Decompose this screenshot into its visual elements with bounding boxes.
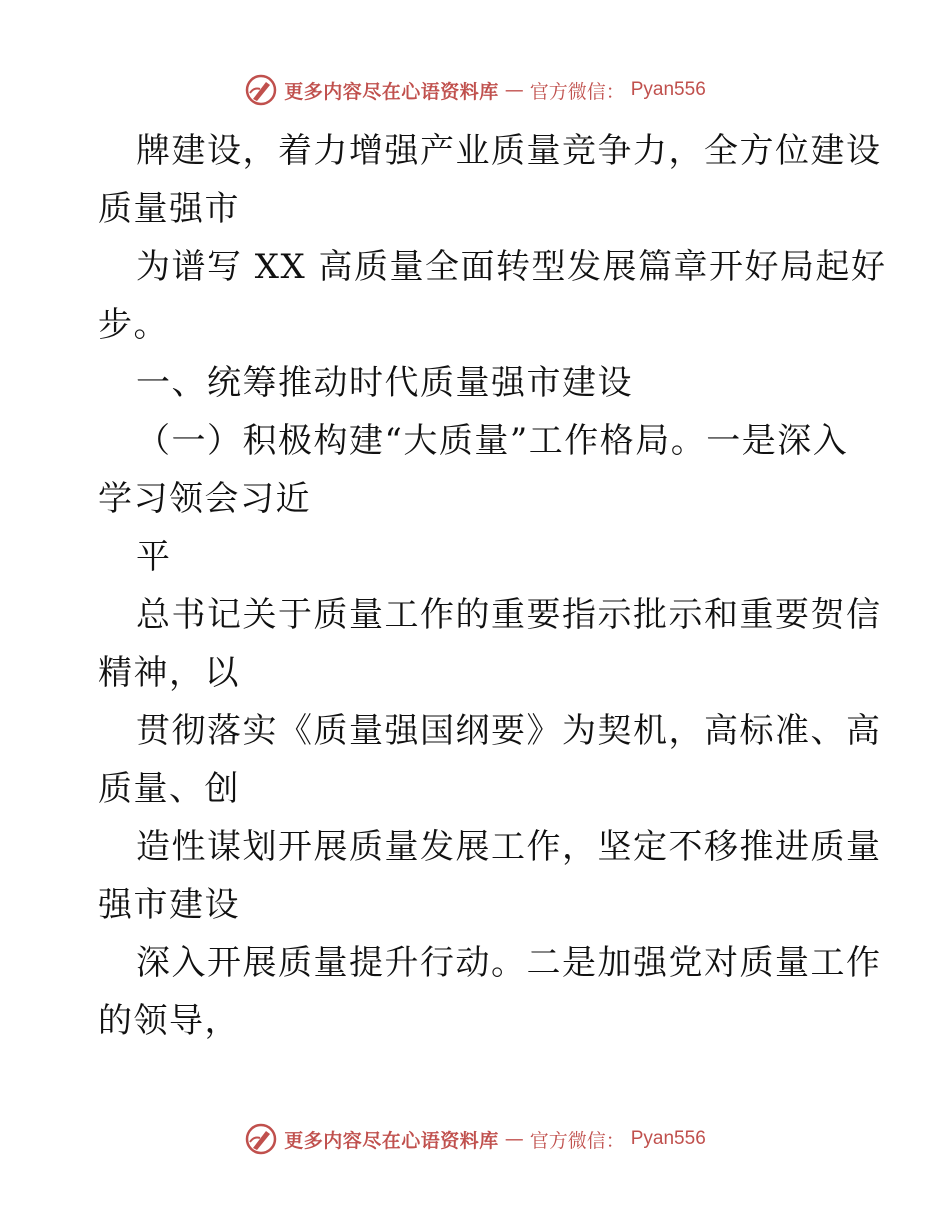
text-line: 贯彻落实《质量强国纲要》为契机，高标准、高	[136, 711, 882, 751]
quill-pen-seal-icon	[244, 1122, 278, 1156]
text-line: 总书记关于质量工作的重要指示批示和重要贺信	[136, 595, 882, 635]
header-watermark	[0, 70, 950, 110]
text-line: 质量、创	[98, 769, 240, 809]
footer-watermark	[0, 1119, 950, 1159]
watermark-label: 官方微信：	[529, 1129, 625, 1152]
section-heading: 一、统筹推动时代质量强市建设	[136, 363, 633, 403]
watermark-title: 更多内容尽在心语资料库	[284, 80, 499, 103]
text-line: 牌建设，着力增强产业质量竞争力，全方位建设	[136, 131, 882, 171]
text-line: 步。	[98, 305, 169, 345]
watermark-id: Pyan556	[630, 79, 706, 100]
quill-pen-seal-icon	[244, 73, 278, 107]
text-line: （一）积极构建“大质量”工作格局。一是深入	[136, 421, 849, 461]
document-body	[98, 122, 887, 1050]
text-line: 精神，以	[98, 653, 240, 693]
text-line: 为谱写 XX 高质量全面转型发展篇章开好局起好	[136, 247, 887, 287]
text-line: 强市建设	[98, 885, 240, 925]
text-line: 质量强市	[98, 189, 240, 229]
watermark-id: Pyan556	[630, 1128, 706, 1149]
watermark-dash: —	[504, 79, 524, 101]
text-line: 深入开展质量提升行动。二是加强党对质量工作	[136, 943, 882, 983]
text-line: 平	[136, 537, 172, 577]
text-line: 造性谋划开展质量发展工作，坚定不移推进质量	[136, 827, 882, 867]
text-line: 学习领会习近	[98, 479, 311, 519]
watermark-label: 官方微信：	[529, 80, 625, 103]
watermark-dash: —	[504, 1128, 524, 1150]
text-line: 的领导，	[98, 1001, 240, 1041]
watermark-title: 更多内容尽在心语资料库	[284, 1129, 499, 1152]
